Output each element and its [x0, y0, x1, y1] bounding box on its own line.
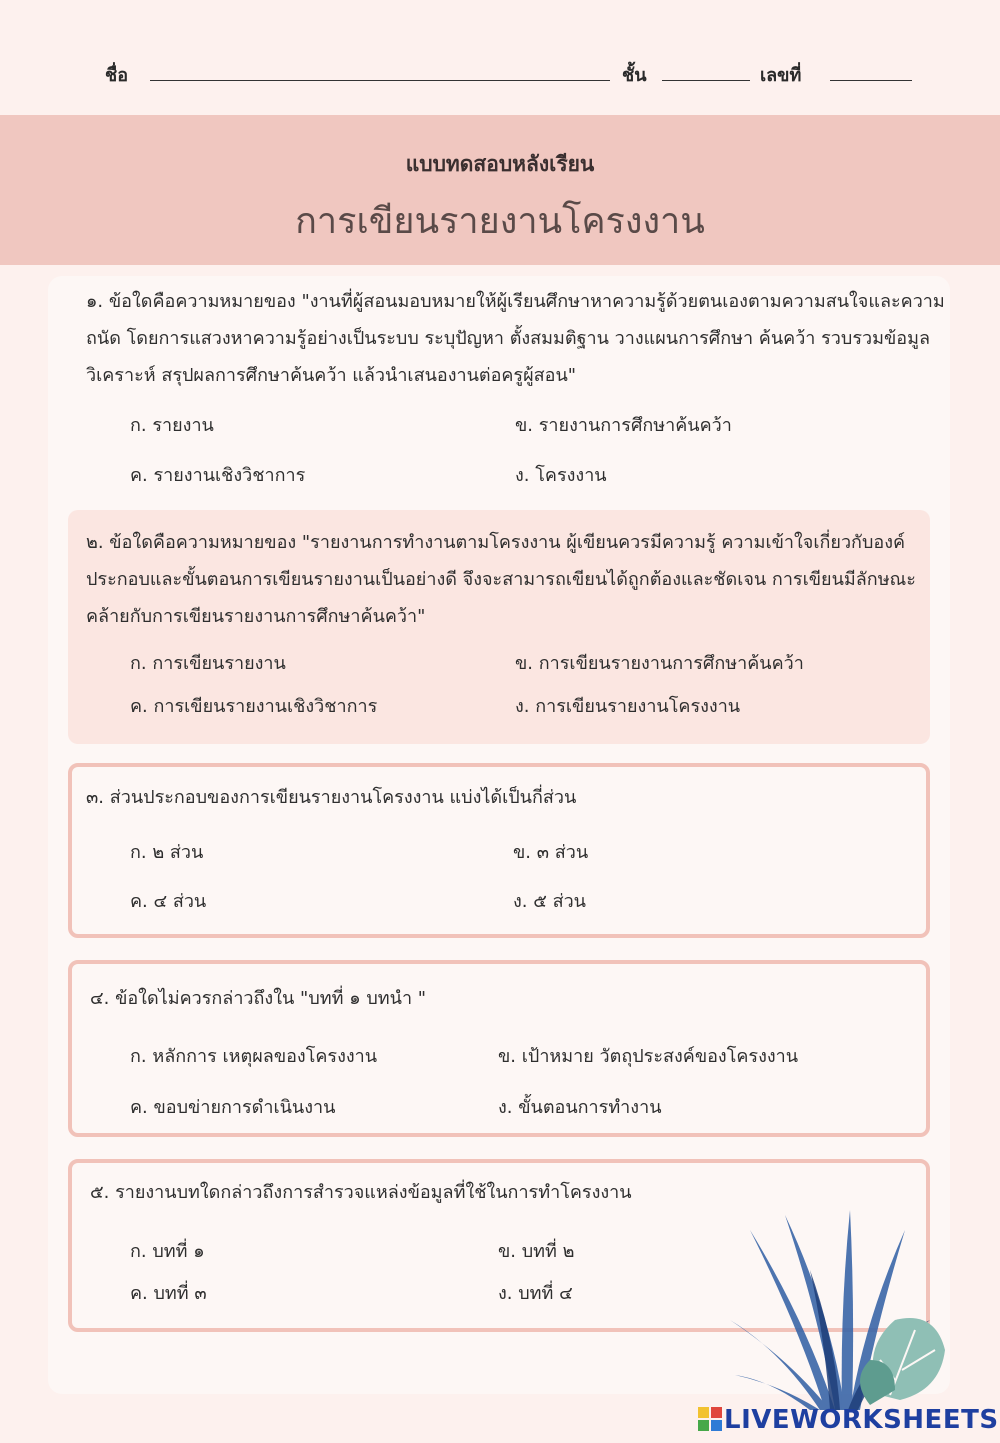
option-a[interactable]: ก. หลักการ เหตุผลของโครงงาน — [130, 1046, 378, 1067]
logo-mark-icon — [698, 1407, 722, 1431]
number-field[interactable] — [830, 80, 912, 81]
option-b[interactable]: ข. บทที่ ๒ — [498, 1241, 575, 1262]
quiz-subtitle: แบบทดสอบหลังเรียน — [405, 152, 595, 176]
option-d[interactable]: ง. ๕ ส่วน — [513, 891, 586, 912]
logo-text: LIVEWORKSHEETS — [724, 1405, 999, 1435]
option-c[interactable]: ค. การเขียนรายงานเชิงวิชาการ — [130, 696, 378, 717]
liveworksheets-logo — [698, 1405, 999, 1435]
option-a[interactable]: ก. ๒ ส่วน — [130, 842, 204, 863]
class-label: ชั้น — [622, 65, 647, 86]
option-a[interactable]: ก. รายงาน — [130, 415, 214, 436]
option-a[interactable]: ก. การเขียนรายงาน — [130, 653, 286, 674]
option-d[interactable]: ง. การเขียนรายงานโครงงาน — [515, 696, 741, 717]
question-text: ๔. ข้อใดไม่ควรกล่าวถึงใน "บทที่ ๑ บทนำ " — [90, 988, 427, 1009]
option-d[interactable]: ง. โครงงาน — [515, 465, 607, 486]
question-text: ๕. รายงานบทใดกล่าวถึงการสำรวจแหล่งข้อมูลที่ใช้ในการทำโครงงาน — [90, 1182, 632, 1203]
plant-decoration-icon — [730, 1210, 950, 1410]
option-c[interactable]: ค. รายงานเชิงวิชาการ — [130, 465, 306, 486]
number-label: เลขที่ — [760, 65, 802, 86]
option-b[interactable]: ข. รายงานการศึกษาค้นคว้า — [515, 415, 732, 436]
option-b[interactable]: ข. เป้าหมาย วัตถุประสงค์ของโครงงาน — [498, 1046, 799, 1067]
option-c[interactable]: ค. ๔ ส่วน — [130, 891, 207, 912]
option-d[interactable]: ง. ขั้นตอนการทำงาน — [498, 1097, 662, 1118]
option-b[interactable]: ข. ๓ ส่วน — [513, 842, 589, 863]
option-b[interactable]: ข. การเขียนรายงานการศึกษาค้นคว้า — [515, 653, 804, 674]
class-field[interactable] — [662, 80, 750, 81]
question-text: ๑. ข้อใดคือความหมายของ "งานที่ผู้สอนมอบหมายให้ผู้เรียนศึกษาหาความรู้ด้วยตนเองตามความสนใจและความถนัด โดยการแสวงหาความรู้อย่างเป็นระบบ ระบุปัญหา ตั้งสมมติฐาน วางแผนการศึกษา ค้นคว้า รวบรวมข้อมูล วิเคราะห์ สรุปผลการศึกษาค้นคว้า แล้วนำเสนองานต่อครูผู้สอน" — [86, 291, 945, 386]
option-d[interactable]: ง. บทที่ ๔ — [498, 1283, 573, 1304]
student-info-header — [0, 0, 1000, 115]
quiz-title: การเขียนรายงานโครงงาน — [295, 201, 705, 242]
option-c[interactable]: ค. บทที่ ๓ — [130, 1283, 207, 1304]
name-field[interactable] — [150, 80, 610, 81]
name-label: ชื่อ — [105, 65, 129, 86]
question-text: ๒. ข้อใดคือความหมายของ "รายงานการทำงานตามโครงงาน ผู้เขียนควรมีความรู้ ความเข้าใจเกี่ยวกับองค์ประกอบและขั้นตอนการเขียนรายงานเป็นอย่างดี จึงจะสามารถเขียนได้ถูกต้องและชัดเจน การเขียนมีลักษณะคล้ายกับการเขียนรายงานการศึกษาค้นคว้า" — [86, 532, 916, 627]
option-a[interactable]: ก. บทที่ ๑ — [130, 1241, 205, 1262]
question-text: ๓. ส่วนประกอบของการเขียนรายงานโครงงาน แบ่งได้เป็นกี่ส่วน — [86, 787, 577, 808]
option-c[interactable]: ค. ขอบข่ายการดำเนินงาน — [130, 1097, 336, 1118]
